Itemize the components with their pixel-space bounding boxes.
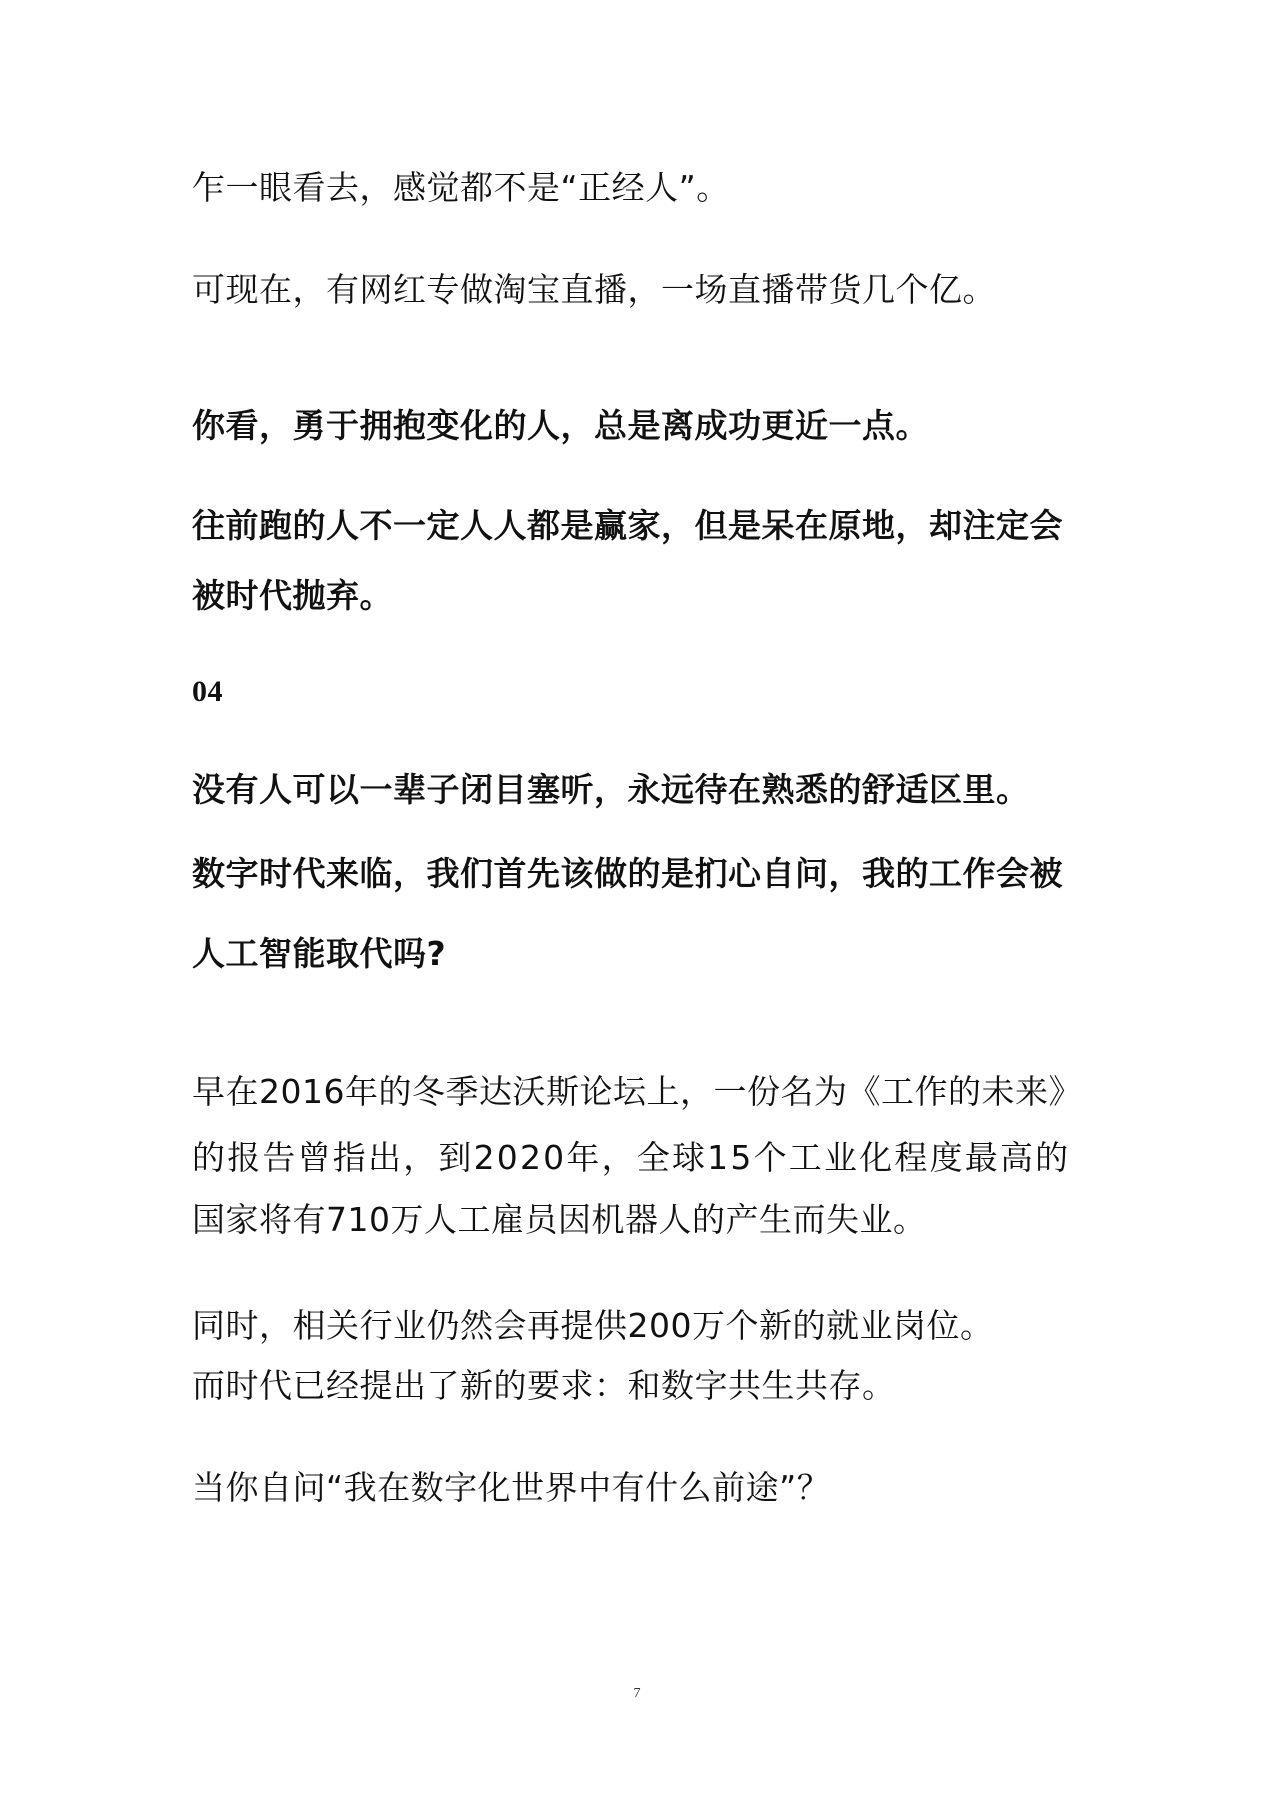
paragraph-line: 乍一眼看去，感觉都不是“正经人”。 (192, 168, 730, 207)
paragraph-line: 当你自问“我在数字化世界中有什么前途”？ (192, 1468, 831, 1507)
bold-paragraph-line: 没有人可以一辈子闭目塞听，永远待在熟悉的舒适区里。 (192, 770, 1030, 809)
paragraph-line: 同时，相关行业仍然会再提供200万个新的就业岗位。 (192, 1306, 994, 1345)
paragraph-line: 国家将有710万人工雇员因机器人的产生而失业。 (192, 1200, 927, 1239)
bold-paragraph-line: 人工智能取代吗? (192, 934, 447, 973)
paragraph-line: 早在2016年的冬季达沃斯论坛上，一份名为《工作的未来》 (192, 1072, 1082, 1111)
section-heading: 04 (192, 675, 223, 708)
bold-paragraph-line: 被时代抛弃。 (192, 576, 393, 615)
bold-paragraph-line: 数字时代来临，我们首先该做的是扪心自问，我的工作会被 (192, 854, 1063, 893)
paragraph-line: 可现在，有网红专做淘宝直播，一场直播带货几个亿。 (192, 270, 996, 309)
bold-paragraph-line: 往前跑的人不一定人人都是赢家，但是呆在原地，却注定会 (192, 506, 1063, 545)
paragraph-line: 而时代已经提出了新的要求：和数字共生共存。 (192, 1366, 896, 1405)
paragraph-line: 的报告曾指出，到2020年，全球15个工业化程度最高的 (192, 1138, 1071, 1177)
page-number: 7 (633, 1686, 641, 1701)
bold-paragraph-line: 你看，勇于拥抱变化的人，总是离成功更近一点。 (192, 406, 929, 445)
